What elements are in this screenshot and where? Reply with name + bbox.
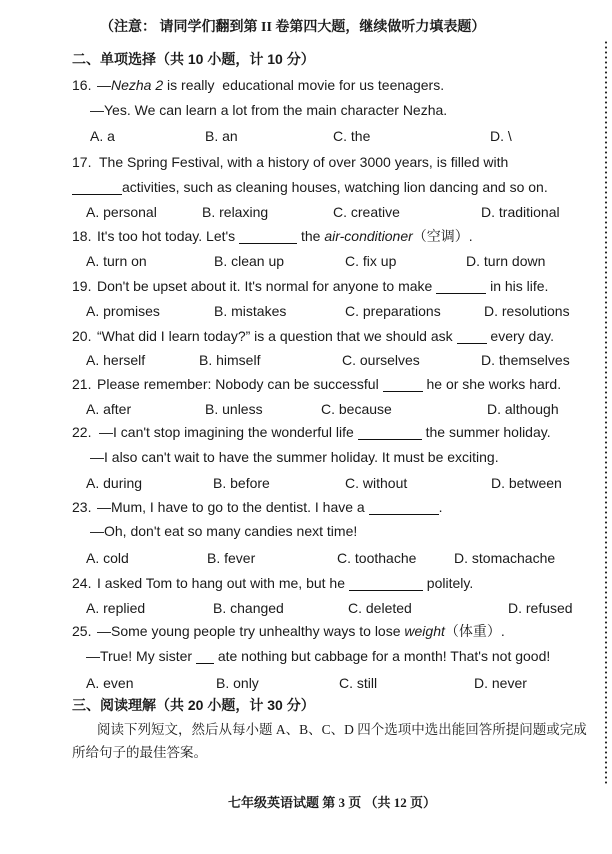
option-a: A. during — [86, 475, 143, 491]
answer-blank — [72, 180, 122, 195]
question-text: activities, such as cleaning houses, watching lion dancing and so on. — [122, 179, 548, 195]
option-c: C. ourselves — [342, 352, 420, 368]
option-a: A. after — [86, 401, 132, 417]
question-17-line-1 — [0, 151, 612, 173]
option-c: C. deleted — [348, 600, 412, 616]
question-22-line-1 — [0, 421, 612, 443]
question-25-options — [0, 672, 612, 694]
question-text: politely. — [422, 575, 474, 591]
italic-term: Nezha 2 — [111, 77, 164, 93]
question-number: 23. — [72, 499, 92, 515]
question-text: in his life. — [486, 278, 549, 294]
notice-line — [0, 17, 612, 39]
question-21-line-1 — [0, 373, 612, 395]
question-21-options — [0, 398, 612, 420]
question-text: （空调）. — [412, 228, 473, 244]
option-b: B. changed — [213, 600, 284, 616]
option-b: B. only — [216, 675, 259, 691]
question-number: 18. — [72, 228, 92, 244]
question-text: —Yes. We can learn a lot from the main character Nezha. — [90, 102, 448, 118]
question-17-line-2 — [0, 176, 612, 198]
option-d: D. resolutions — [484, 303, 570, 319]
question-25-line-2 — [0, 645, 612, 667]
question-text: the — [297, 228, 325, 244]
option-a: A. even — [86, 675, 134, 691]
question-number: 25. — [72, 623, 92, 639]
option-d: D. \ — [490, 128, 512, 144]
question-text: The Spring Festival, with a history of over 3000 years, is filled with — [99, 154, 509, 170]
section-3-instruction-1 — [0, 719, 612, 741]
question-text: Please remember: Nobody can be successful — [97, 376, 383, 392]
question-text: Don't be upset about it. It's normal for anyone to make — [97, 278, 437, 294]
question-20-options — [0, 349, 612, 371]
option-c: C. without — [345, 475, 408, 491]
question-text: —I also can't wait to have the summer holiday. It must be exciting. — [90, 449, 499, 465]
option-d: D. stomachache — [454, 550, 556, 566]
section-2-title: 二、单项选择（共 10 小题，计 10 分） — [72, 51, 315, 67]
notice-text: （注意： 请同学们翻到第 II 卷第四大题，继续做听力填表题） — [100, 20, 486, 35]
section-3-title: 三、阅读理解（共 20 小题，计 30 分） — [72, 697, 315, 713]
question-number: 17. — [72, 154, 92, 170]
question-text: educational movie for us teenagers. — [218, 77, 445, 93]
instruction-text: 所给句子的最佳答案。 — [72, 745, 207, 760]
question-text: （体重）. — [444, 623, 505, 639]
question-number: 21. — [72, 376, 92, 392]
option-c: C. creative — [333, 204, 400, 220]
italic-term: air-conditioner — [324, 228, 413, 244]
question-24-options — [0, 597, 612, 619]
option-b: B. fever — [207, 550, 256, 566]
answer-blank — [196, 649, 214, 664]
question-text: — — [97, 77, 111, 93]
option-c: C. still — [339, 675, 378, 691]
option-b: B. an — [205, 128, 238, 144]
option-a: A. turn on — [86, 253, 147, 269]
italic-term: weight — [404, 623, 445, 639]
option-b: B. mistakes — [214, 303, 287, 319]
question-text: is really — [163, 77, 219, 93]
answer-blank — [383, 377, 423, 392]
option-d: D. refused — [508, 600, 573, 616]
option-b: B. unless — [205, 401, 263, 417]
page-footer — [0, 792, 612, 814]
option-a: A. replied — [86, 600, 146, 616]
question-23-line-2 — [0, 520, 612, 542]
question-text: —Oh, don't eat so many candies next time! — [90, 523, 358, 539]
question-16-options — [0, 125, 612, 147]
binding-dotted-line — [605, 40, 607, 785]
question-text: —Mum, I have to go to the dentist. I have a — [97, 499, 369, 515]
question-19-options — [0, 300, 612, 322]
option-d: D. turn down — [466, 253, 546, 269]
option-a: A. cold — [86, 550, 129, 566]
option-d: D. traditional — [481, 204, 560, 220]
question-text: he or she works hard. — [422, 376, 562, 392]
question-17-options — [0, 201, 612, 223]
footer-text: 七年级英语试题 第 3 页 （共 12 页） — [228, 795, 437, 810]
question-text: I asked Tom to hang out with me, but he — [97, 575, 349, 591]
option-c: C. the — [333, 128, 371, 144]
question-number: 19. — [72, 278, 92, 294]
question-text: ate nothing but cabbage for a month! That's not good! — [213, 648, 551, 664]
question-number: 24. — [72, 575, 92, 591]
answer-blank — [457, 329, 487, 344]
question-23-line-1 — [0, 496, 612, 518]
option-b: B. himself — [199, 352, 261, 368]
question-text: —True! My sister — [86, 648, 196, 664]
question-number: 16. — [72, 77, 92, 93]
option-b: B. clean up — [214, 253, 285, 269]
question-19-line-1 — [0, 275, 612, 297]
question-text: . — [438, 499, 443, 515]
section-3-instruction-2 — [0, 742, 612, 764]
option-d: D. themselves — [481, 352, 570, 368]
question-18-line-1 — [0, 225, 612, 247]
option-a: A. personal — [86, 204, 157, 220]
option-c: C. preparations — [345, 303, 441, 319]
question-text: It's too hot today. Let's — [97, 228, 240, 244]
option-d: D. between — [491, 475, 562, 491]
answer-blank — [349, 576, 423, 591]
option-b: B. relaxing — [202, 204, 269, 220]
question-text: the summer holiday. — [421, 424, 551, 440]
option-d: D. although — [487, 401, 559, 417]
question-16-line-2 — [0, 99, 612, 121]
question-text: —I can't stop imagining the wonderful life — [99, 424, 358, 440]
question-18-options — [0, 250, 612, 272]
option-c: C. because — [321, 401, 392, 417]
question-22-options — [0, 472, 612, 494]
question-20-line-1 — [0, 325, 612, 347]
question-number: 20. — [72, 328, 92, 344]
option-c: C. toothache — [337, 550, 417, 566]
option-a: A. a — [90, 128, 115, 144]
option-a: A. promises — [86, 303, 160, 319]
question-24-line-1 — [0, 572, 612, 594]
question-text: every day. — [486, 328, 554, 344]
question-22-line-2 — [0, 446, 612, 468]
answer-blank — [436, 279, 486, 294]
answer-blank — [369, 500, 439, 515]
section-3-heading — [0, 694, 612, 716]
question-text: “What did I learn today?” is a question that we should ask — [97, 328, 457, 344]
option-b: B. before — [213, 475, 270, 491]
question-text: —Some young people try unhealthy ways to lose — [97, 623, 405, 639]
answer-blank — [239, 229, 297, 244]
option-a: A. herself — [86, 352, 146, 368]
option-c: C. fix up — [345, 253, 397, 269]
answer-blank — [358, 425, 422, 440]
instruction-text: 阅读下列短文，然后从每小题 A、B、C、D 四个选项中选出能回答所提问题或完成 — [97, 722, 587, 737]
question-16-line-1 — [0, 74, 612, 96]
section-2-heading — [0, 48, 612, 70]
question-number: 22. — [72, 424, 92, 440]
question-23-options — [0, 547, 612, 569]
question-25-line-1 — [0, 620, 612, 642]
option-d: D. never — [474, 675, 527, 691]
